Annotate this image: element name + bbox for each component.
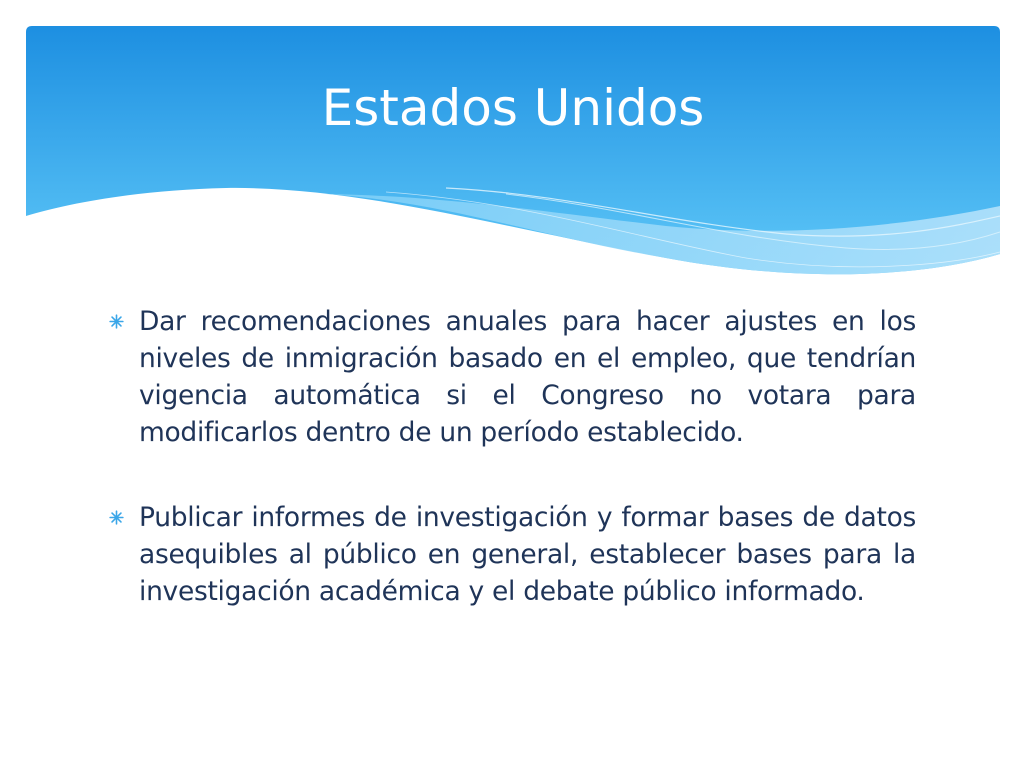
bullet-text: Publicar informes de investigación y formar bases de datos asequibles al público en general, establecer bases para la investigación académica y el debate público informado.	[139, 502, 916, 607]
list-item	[104, 303, 916, 451]
asterisk-icon	[108, 509, 125, 526]
bullet-list	[104, 303, 916, 610]
header-band	[26, 26, 1000, 286]
header-wave-graphic	[26, 26, 1000, 286]
bullet-text: Dar recomendaciones anuales para hacer ajustes en los niveles de inmigración basado en el empleo, que tendrían vigencia automática si el Congreso no votara para modificarlos dentro de un período establecido.	[139, 306, 916, 448]
slide-title: Estados Unidos	[321, 79, 705, 137]
list-item	[104, 499, 916, 610]
asterisk-icon	[108, 313, 125, 330]
